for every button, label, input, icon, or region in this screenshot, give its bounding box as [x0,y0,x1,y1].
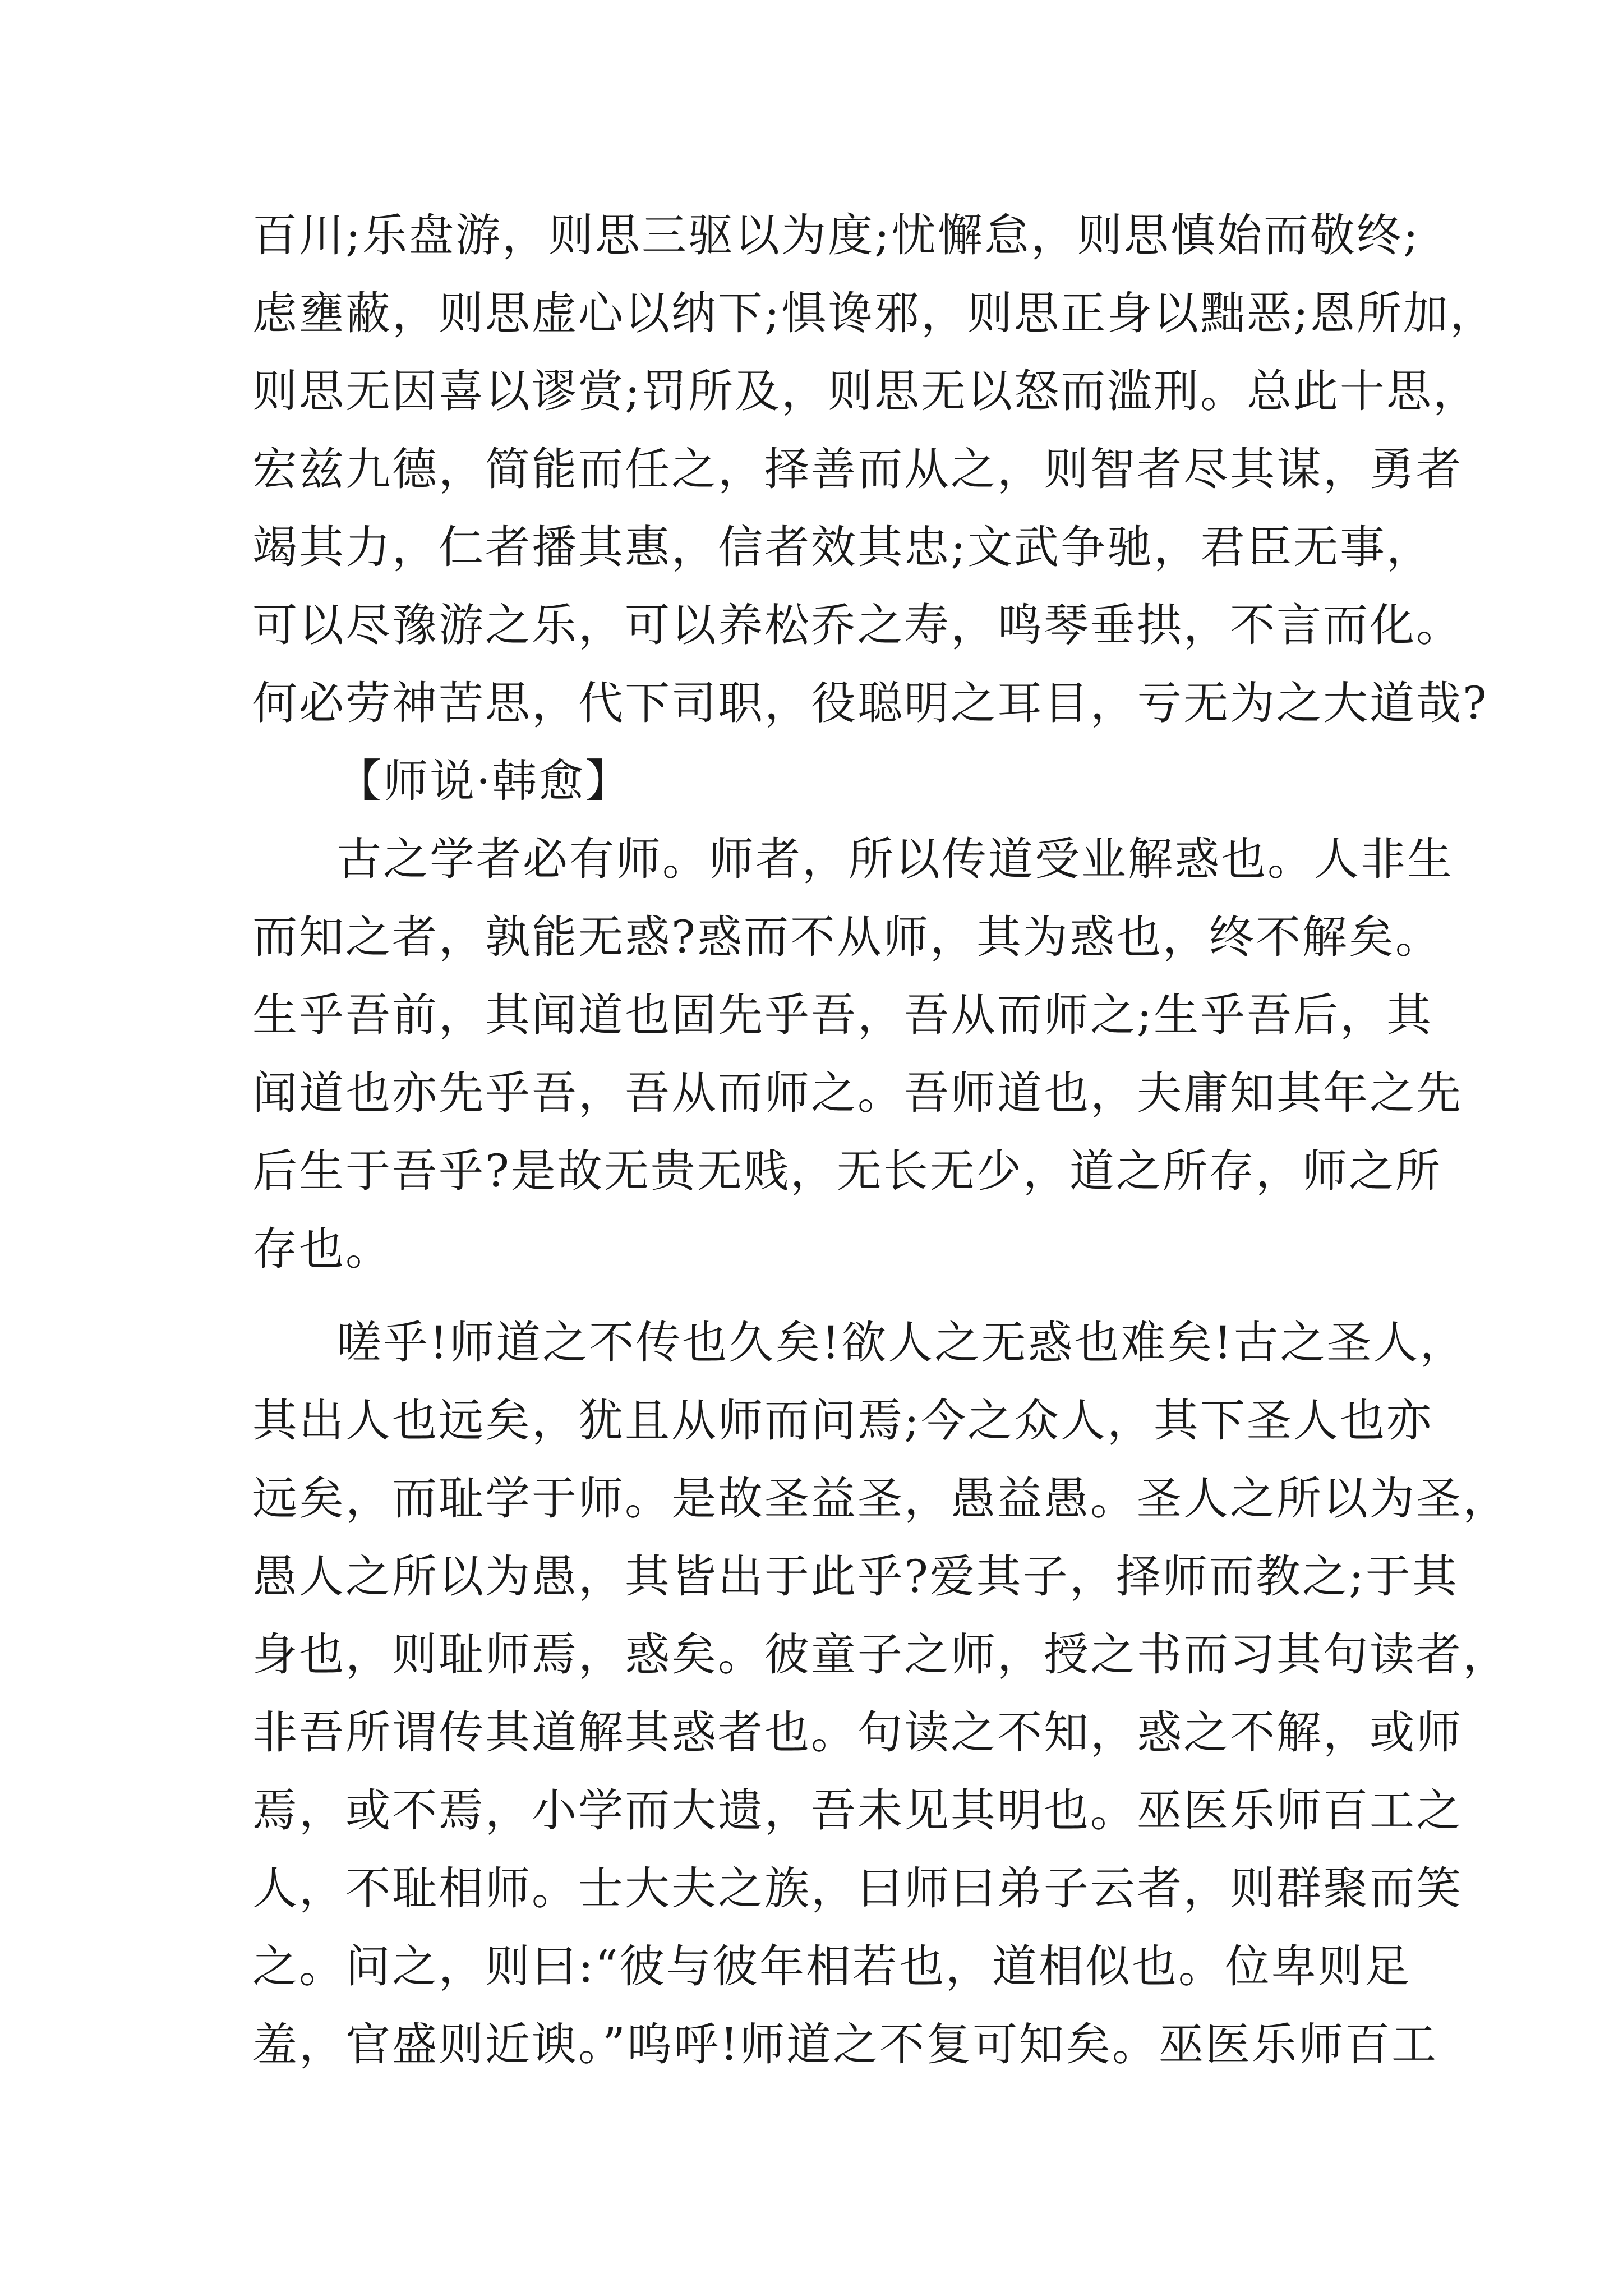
text-line: 其出人也远矣，犹且从师而问焉;今之众人，其下圣人也亦 [252,1395,1433,1447]
text-line: 生乎吾前，其闻道也固先乎吾，吾从而师之;生乎吾后，其 [252,989,1433,1041]
text-line: 何必劳神苦思，代下司职，役聪明之耳目，亏无为之大道哉? [252,677,1488,729]
paragraph-first-line: 嗟乎!师道之不传也久矣!欲人之无惑也难矣!古之圣人， [336,1317,1467,1369]
text-line: 远矣，而耻学于师。是故圣益圣，愚益愚。圣人之所以为圣， [252,1473,1509,1525]
text-line: 宏兹九德，简能而任之，择善而从之，则智者尽其谋，勇者 [252,443,1463,495]
text-line: 羞，官盛则近谀。”呜呼!师道之不复可知矣。巫医乐师百工 [252,2018,1438,2070]
text-line: 愚人之所以为愚，其皆出于此乎?爱其子，择师而教之;于其 [252,1550,1459,1603]
document-body [252,196,1509,2083]
text-line: 而知之者，孰能无惑?惑而不从师，其为惑也，终不解矣。 [252,911,1442,963]
text-line: 焉，或不焉，小学而大遗，吾未见其明也。巫医乐师百工之 [252,1784,1463,1837]
section-heading: 【师说·韩愈】 [336,755,632,807]
text-line: 竭其力，仁者播其惠，信者效其忠;文武争驰，君臣无事， [252,521,1433,573]
text-line: 百川;乐盘游，则思三驱以为度;忧懈怠，则思慎始而敬终; [252,209,1420,261]
text-line: 闻道也亦先乎吾，吾从而师之。吾师道也，夫庸知其年之先 [252,1067,1463,1119]
text-line: 可以尽豫游之乐，可以养松乔之寿，鸣琴垂拱，不言而化。 [252,599,1463,651]
text-line: 则思无因喜以谬赏;罚所及，则思无以怒而滥刑。总此十思， [252,365,1479,417]
text-line: 存也。 [252,1223,392,1275]
text-line: 人，不耻相师。士大夫之族，曰师曰弟子云者，则群聚而笑 [252,1862,1463,1915]
text-line: 非吾所谓传其道解其惑者也。句读之不知，惑之不解，或师 [252,1706,1463,1759]
text-line: 虑壅蔽，则思虚心以纳下;惧谗邪，则思正身以黜恶;恩所加， [252,287,1496,339]
text-line: 身也，则耻师焉，惑矣。彼童子之师，授之书而习其句读者， [252,1628,1509,1681]
text-line: 后生于吾乎?是故无贵无贱，无长无少，道之所存，师之所 [252,1145,1442,1197]
paragraph-first-line: 古之学者必有师。师者，所以传道受业解惑也。人非生 [336,833,1454,885]
text-line: 之。问之，则曰:“彼与彼年相若也，道相似也。位卑则足 [252,1940,1411,1993]
